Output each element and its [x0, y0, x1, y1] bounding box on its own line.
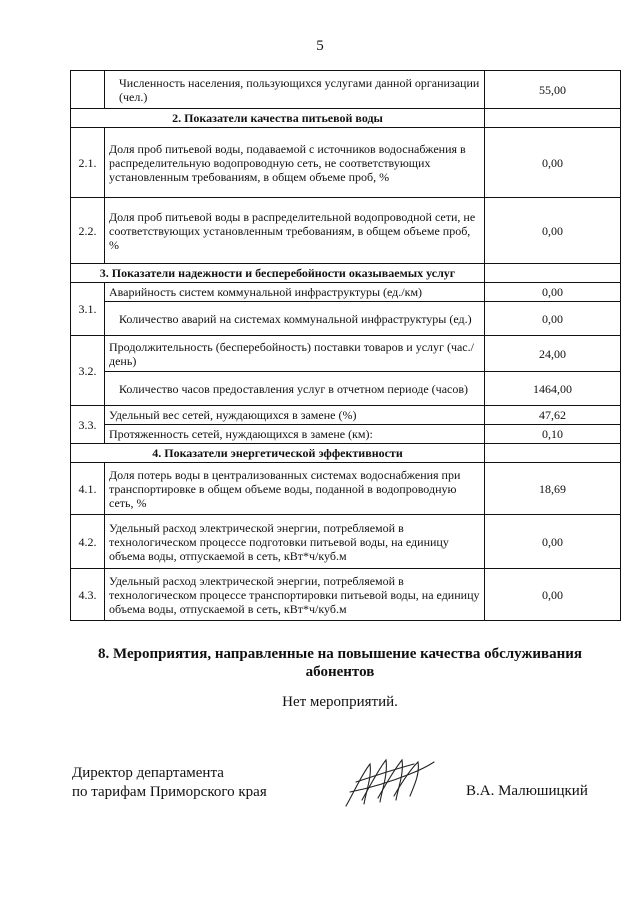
row-text: Численность населения, пользующихся услугами данной организации (чел.) [105, 71, 485, 109]
row-text: Протяженность сетей, нуждающихся в замене (км): [105, 425, 485, 444]
row-number [71, 71, 105, 109]
section-header-row [71, 109, 621, 128]
table-row [71, 302, 621, 336]
row-text: Количество аварий на системах коммунальной инфраструктуры (ед.) [105, 302, 485, 336]
row-text: Удельный вес сетей, нуждающихся в замене (%) [105, 406, 485, 425]
row-number: 3.2. [71, 336, 105, 406]
row-value: 0,00 [485, 198, 621, 264]
table-row [71, 425, 621, 444]
row-value: 0,00 [485, 569, 621, 621]
row-text: Аварийность систем коммунальной инфраструктуры (ед./км) [105, 283, 485, 302]
row-value: 1464,00 [485, 372, 621, 406]
row-value: 0,00 [485, 302, 621, 336]
row-value: 0,10 [485, 425, 621, 444]
section-header-row [71, 264, 621, 283]
section-8-heading: 8. Мероприятия, направленные на повышение качества обслуживания абонентов [97, 646, 582, 680]
metrics-table [70, 70, 621, 621]
handwritten-signature [340, 752, 440, 812]
row-value: 0,00 [485, 283, 621, 302]
section-8-body: Нет мероприятий. [282, 694, 398, 710]
row-number: 3.3. [71, 406, 105, 444]
row-value: 47,62 [485, 406, 621, 425]
row-number: 2.1. [71, 128, 105, 198]
section-title: 3. Показатели надежности и бесперебойности оказываемых услуг [71, 264, 485, 283]
row-number: 4.3. [71, 569, 105, 621]
signer-title-line: по тарифам Приморского края [72, 784, 267, 800]
table-row [71, 463, 621, 515]
table-row [71, 336, 621, 372]
row-number: 4.1. [71, 463, 105, 515]
table-row [71, 406, 621, 425]
section-header-row [71, 444, 621, 463]
row-value: 0,00 [485, 515, 621, 569]
row-value: 0,00 [485, 128, 621, 198]
page-number: 5 [316, 38, 324, 54]
table-row [71, 198, 621, 264]
row-text: Продолжительность (бесперебойность) поставки товаров и услуг (час./день) [105, 336, 485, 372]
table-row [71, 515, 621, 569]
table-row [71, 128, 621, 198]
row-value: 18,69 [485, 463, 621, 515]
row-text: Доля проб питьевой воды, подаваемой с источников водоснабжения в распределительную водопроводную сеть, не соответствующих установленным требованиям, в общем объеме проб, % [105, 128, 485, 198]
section-title: 4. Показатели энергетической эффективности [71, 444, 485, 463]
row-value: 55,00 [485, 71, 621, 109]
signer-name: В.А. Малюшицкий [466, 783, 588, 799]
row-text: Доля проб питьевой воды в распределительной водопроводной сети, не соответствующих установленным требованиям, в общем объеме проб, % [105, 198, 485, 264]
table-row [71, 372, 621, 406]
section-title: 2. Показатели качества питьевой воды [71, 109, 485, 128]
row-text: Удельный расход электрической энергии, потребляемой в технологическом процессе подготовки питьевой воды, на единицу объема воды, отпускаемой в сеть, кВт*ч/куб.м [105, 515, 485, 569]
row-number: 2.2. [71, 198, 105, 264]
row-text: Доля потерь воды в централизованных системах водоснабжения при транспортировке в общем объеме воды, поданной в водопроводную сеть, % [105, 463, 485, 515]
row-text: Удельный расход электрической энергии, потребляемой в технологическом процессе транспортировки питьевой воды, на единицу объема воды, отпускаемой в сеть, кВт*ч/куб.м [105, 569, 485, 621]
table-row [71, 569, 621, 621]
row-value: 24,00 [485, 336, 621, 372]
signer-title-line: Директор департамента [72, 765, 224, 781]
row-number: 3.1. [71, 283, 105, 336]
row-number: 4.2. [71, 515, 105, 569]
table-row [71, 283, 621, 302]
table-row [71, 71, 621, 109]
row-text: Количество часов предоставления услуг в отчетном периоде (часов) [105, 372, 485, 406]
signer-title [72, 764, 267, 802]
